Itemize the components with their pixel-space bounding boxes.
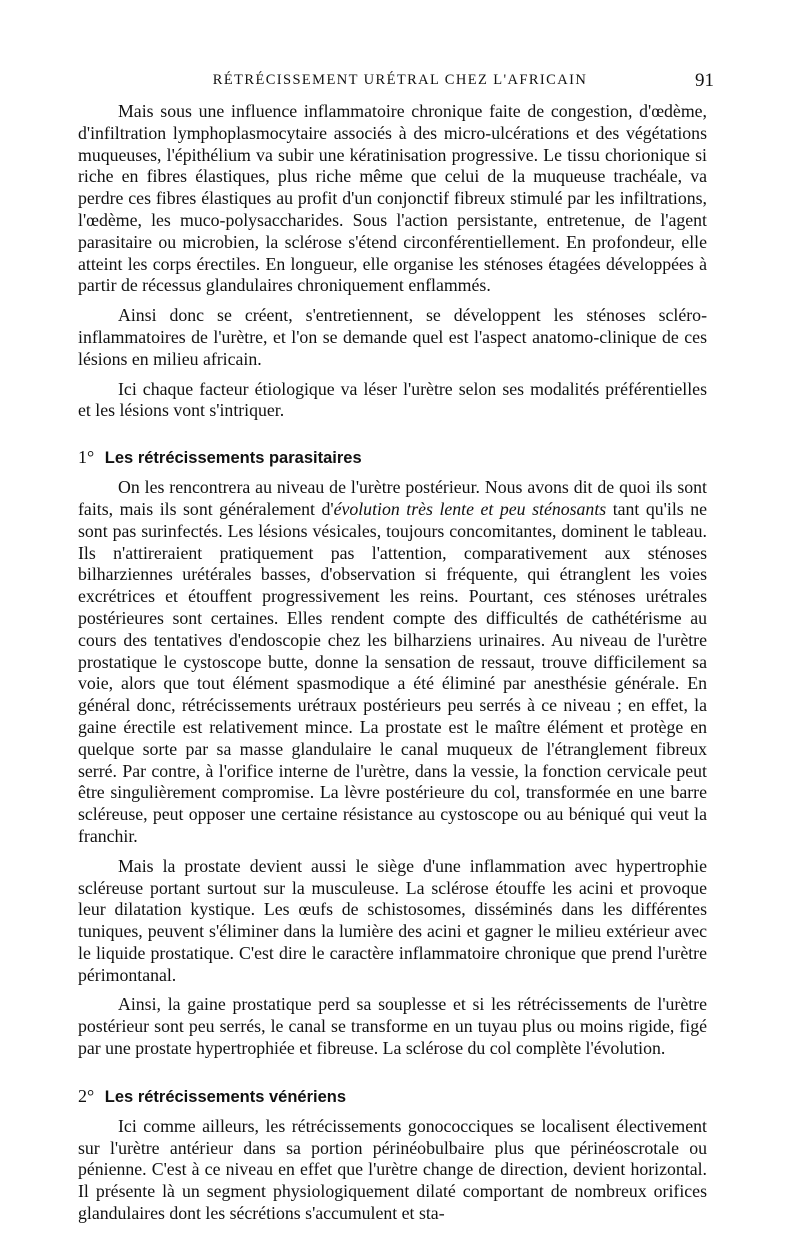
paragraph-intro-2: Ainsi donc se créent, s'entretiennent, se développent les sténoses scléro-inflammatoires de l'urètre, et l'on se demande quel est l'aspect anatomo-clinique de ces lésions en milieu africain.	[78, 305, 707, 369]
paragraph-parasitic-3: Ainsi, la gaine prostatique perd sa souplesse et si les rétrécissements de l'urètre postérieur sont peu serrés, le canal se transforme en un tuyau plus ou moins rigide, figé par une prostate hypertrophiée et fibreuse. La sclérose du col complète l'évolution.	[78, 994, 707, 1059]
paragraph-parasitic-1	[78, 477, 707, 848]
paragraph-parasitic-2: Mais la prostate devient aussi le siège d'une inflammation avec hypertrophie scléreuse portant surtout sur la musculeuse. La sclérose étouffe les acini et provoque leur dilatation kystique. Les œufs de schistosomes, disséminés dans les différentes tuniques, peuvent s'éliminer dans la lumière des acini et gagner le milieu extérieur avec le liquide prostatique. C'est dire le caractère inflammatoire chronique que prend l'urètre périmontanal.	[78, 855, 707, 985]
running-title: RÉTRÉCISSEMENT URÉTRAL CHEZ L'AFRICAIN	[212, 72, 588, 88]
section-number: 1°	[78, 447, 95, 468]
section-heading-venereal	[78, 1085, 707, 1108]
paragraph-venereal-1: Ici comme ailleurs, les rétrécissements gonococciques se localisent électivement sur l'urètre antérieur dans sa portion périnéobulbaire plus que périnéoscrotale ou pénienne. C'est à ce niveau en effet que l'urètre change de direction, devient horizontal. Il présente là un segment physiologiquement dilaté comportant de nombreux orifices glandulaires dont les sécrétions s'accumulent et sta-	[78, 1115, 707, 1224]
body-text	[78, 101, 707, 1233]
paragraph-intro-1: Mais sous une influence inflammatoire chronique faite de congestion, d'œdème, d'infiltration lymphoplasmocytaire associés à des micro-ulcérations et des végétations muqueuses, l'épithélium va subir une kératinisation progressive. Le tissu chorionique si riche en fibres élastiques, plus riche même que celui de la muqueuse trachéale, va perdre ces fibres élastiques au profit d'un conjonctif fibreux stimulé par les infiltrations, l'œdème, les muco-polysaccharides. Sous l'action persistante, entretenue, de l'agent parasitaire ou microbien, la sclérose s'étend circonférentiellement. En profondeur, elle atteint les corps érectiles. En longueur, elle organise les sténoses étagées développées à partir de récessus glandulaires chroniquement enflammés.	[78, 101, 707, 296]
italic-phrase: évolution très lente et peu sténosants	[333, 498, 607, 519]
text-segment: tant qu'ils ne sont pas surinfectés. Les lésions vésicales, toujours concomitantes, dominent le tableau. Ils n'attireraient pratiquement pas l'attention, comparativement aux sténoses bilharziennes urétérales basses, d'observation si fréquente, qui étranglent les voies excrétrices et étouffent progressivement les reins. Pourtant, ces sténoses urétrales postérieures sont certaines. Elles rendent compte des difficultés de cathétérisme au cours des tentatives d'endoscopie chez les bilharziens urinaires. Au niveau de l'urètre prostatique le cystoscope butte, donne la sensation de ressaut, trouve difficilement sa voie, alors que tout élément spasmodique a été éliminé par anesthésie générale. En général donc, rétrécissements urétraux postérieurs peu serrés à ce niveau ; en effet, la gaine érectile est relativement mince. La prostate est le maître élément et protège en quelque sorte par sa masse glandulaire le canal muqueux de l'étranglement fibreux serré. Par contre, à l'orifice interne de l'urètre, dans la vessie, la fonction cervicale peut être singulièrement compromise. La lèvre postérieure du col, transformée en une barre scléreuse, peut opposer une certaine résistance au cystoscope ou au béniqué qui veut la franchir.	[78, 498, 707, 846]
page-number: 91	[695, 70, 714, 91]
section-number: 2°	[78, 1085, 95, 1106]
section-title: Les rétrécissements parasitaires	[104, 449, 362, 468]
text-segment: On les rencontrera au niveau de l'urètre postérieur. Nous avons dit de quoi ils sont faits, mais ils sont généralement d'	[78, 477, 707, 519]
section-heading-parasitic	[78, 446, 707, 469]
paragraph-intro-3: Ici chaque facteur étiologique va léser l'urètre selon ses modalités préférentielles et les lésions vont s'intriquer.	[78, 378, 707, 421]
section-title: Les rétrécissements vénériens	[104, 1087, 347, 1106]
